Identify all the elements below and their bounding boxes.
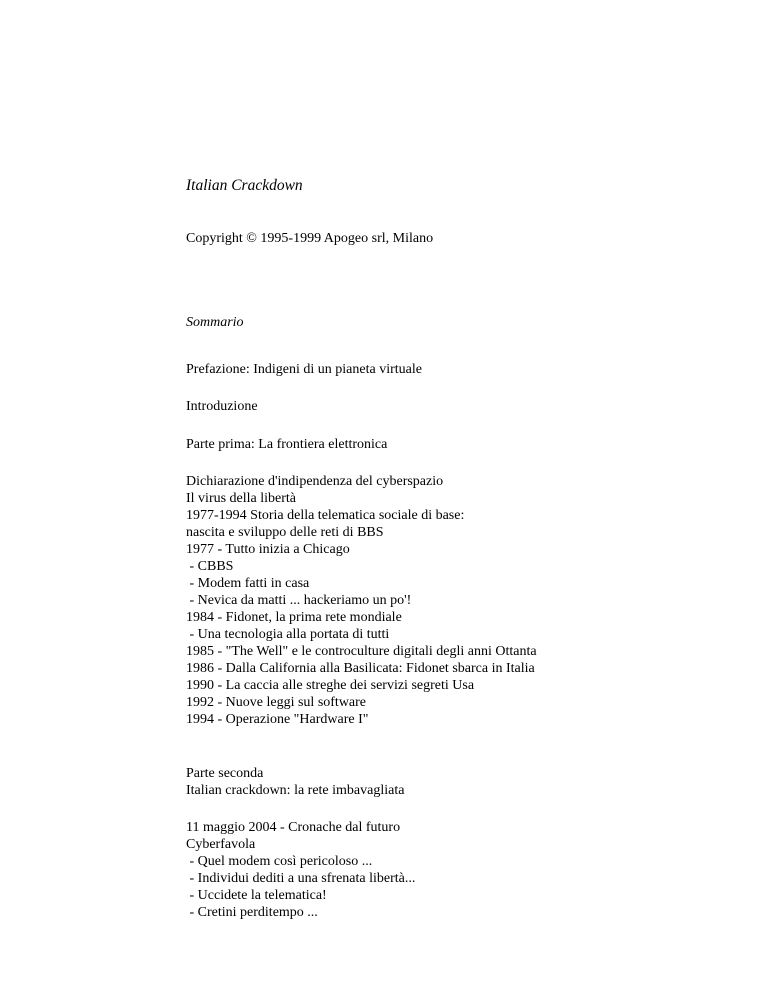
toc-item: - Modem fatti in casa	[186, 576, 310, 591]
toc-item: - Cretini perditempo ...	[186, 905, 318, 920]
toc-introduction: Introduzione	[186, 399, 258, 414]
toc-item: 1994 - Operazione "Hardware I"	[186, 712, 369, 727]
toc-item: 11 maggio 2004 - Cronache dal futuro	[186, 820, 401, 835]
toc-item: 1990 - La caccia alle streghe dei servizi segreti Usa	[186, 678, 475, 693]
toc-part-one-title: Parte prima: La frontiera elettronica	[186, 437, 388, 452]
toc-item: - Nevica da matti ... hackeriamo un po'!	[186, 593, 412, 608]
toc-item: - Una tecnologia alla portata di tutti	[186, 627, 390, 642]
toc-item: 1977-1994 Storia della telematica sociale di base:	[186, 508, 465, 523]
toc-item: 1977 - Tutto inizia a Chicago	[186, 542, 350, 557]
toc-item: Cyberfavola	[186, 837, 256, 852]
toc-item: 1992 - Nuove leggi sul software	[186, 695, 367, 710]
toc-part-two-title: Parte seconda	[186, 766, 264, 781]
toc-item: nascita e sviluppo delle reti di BBS	[186, 525, 384, 540]
toc-item: - CBBS	[186, 559, 234, 574]
summary-heading: Sommario	[186, 315, 244, 330]
toc-part-two-subtitle: Italian crackdown: la rete imbavagliata	[186, 783, 405, 798]
copyright-notice: Copyright © 1995-1999 Apogeo srl, Milano	[186, 231, 434, 246]
toc-preface: Prefazione: Indigeni di un pianeta virtuale	[186, 362, 422, 377]
document-title: Italian Crackdown	[186, 177, 303, 194]
toc-item: 1986 - Dalla California alla Basilicata: Fidonet sbarca in Italia	[186, 661, 535, 676]
toc-item: Il virus della libertà	[186, 491, 297, 506]
toc-item: - Individui dediti a una sfrenata libertà...	[186, 871, 416, 886]
toc-item: - Quel modem così pericoloso ...	[186, 854, 373, 869]
toc-item: 1984 - Fidonet, la prima rete mondiale	[186, 610, 402, 625]
toc-item: Dichiarazione d'indipendenza del cyberspazio	[186, 474, 444, 489]
toc-item: - Uccidete la telematica!	[186, 888, 327, 903]
toc-item: 1985 - "The Well" e le controculture digitali degli anni Ottanta	[186, 644, 537, 659]
